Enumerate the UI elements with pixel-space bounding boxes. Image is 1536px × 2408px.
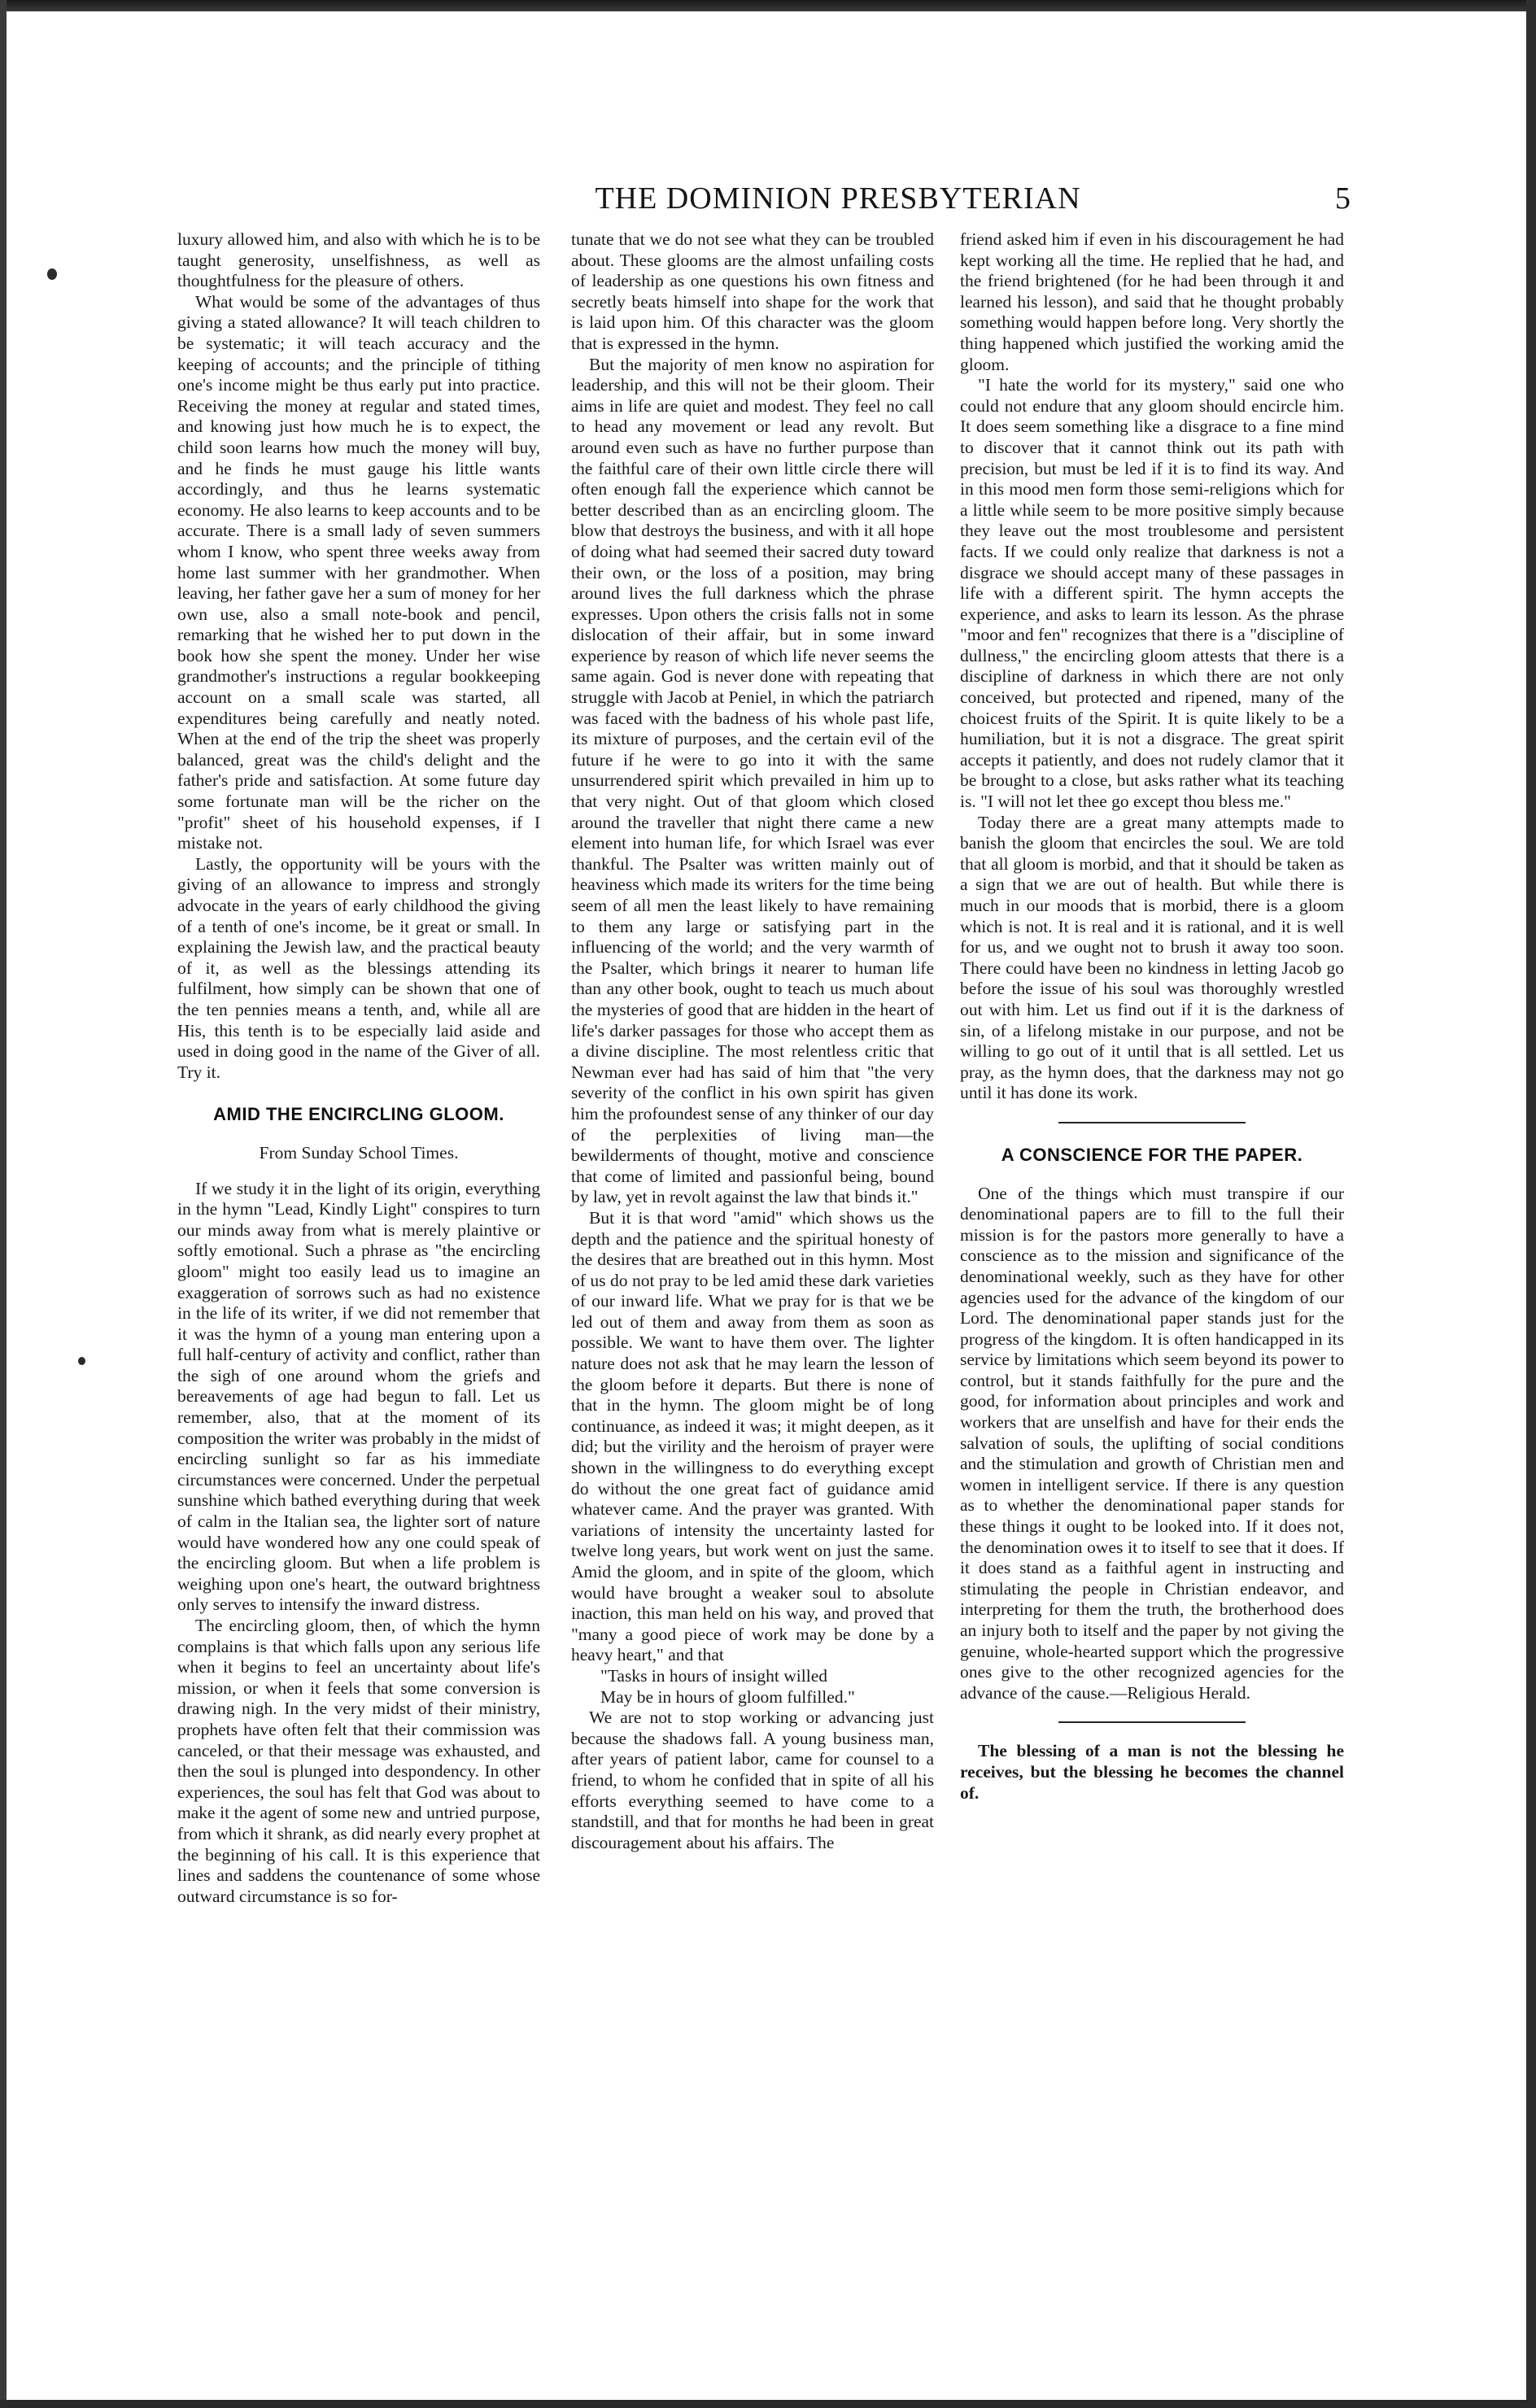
paragraph: "I hate the world for its mystery," said one who could not endure that any gloom should encircle him. It does seem something like a disgrace to a fine mind to discover that it cannot think out its path with precision, but must be led if it is to find its way. And in this mood men form those semi-religions which for a little while seem to be more positive simply because they leave out the most troublesome and persistent facts. If we could only realize that darkness is not a disgrace we should accept many of these passages in life with a different spirit. The hymn accepts the experience, and asks to learn its lesson. As the phrase "moor and fen" recognizes that there is a "discipline of dullness," the encircling gloom attests that there is a discipline of darkness in which there are not only conceived, but protected and ripened, many of the choicest fruits of the Spirit. It is quite likely to be a humiliation, but it is not a disgrace. The great spirit accepts it patiently, and does not rudely clamor that it be brought to a close, but asks rather what its teaching is. "I will not let thee go except thou bless me." — [960, 375, 1344, 812]
closing-maxim: The blessing of a man is not the blessing he receives, but the blessing he becomes the channel of. — [960, 1741, 1344, 1803]
page-top-edge — [0, 0, 1536, 11]
page-left-edge — [0, 0, 7, 2408]
article-byline: From Sunday School Times. — [259, 1142, 459, 1163]
paragraph: What would be some of the advantages of thus giving a stated allowance? It will teach children to be systematic; it will teach accuracy and the keeping of accounts; and the principle of tithing one's income might be thus early put into practice. Receiving the money at regular and stated times, and knowing just how much he is to expect, the child soon learns how much the money will buy, and he finds he must gauge his little wants accordingly, and thus he learns systematic economy. He also learns to keep accounts and to be accurate. There is a small lady of seven summers whom I know, who spent three weeks away from home last summer with her grandmother. When leaving, her father gave her a sum of money for her own use, also a small note-book and pencil, remarking that he wished her to put down in the book how she spent the money. Under her wise grandmother's instructions a regular bookkeeping account on a small scale was started, all expenditures being carefully and neatly noted. When at the end of the trip the sheet was properly balanced, great was the child's delight and the father's pride and satisfaction. At some future day some fortunate man will be the richer on the "profit" sheet of his household expenses, if I mistake not. — [177, 291, 540, 853]
page-right-edge — [1526, 0, 1536, 2408]
paragraph: friend asked him if even in his discouragement he had kept working all the time. He replied that he had, and the friend brightened (for he had been through it and learned his lesson), and said that he thought probably something would happen before long. Very shortly the thing happened which justified the working amid the gloom. — [960, 229, 1344, 374]
paragraph: The encircling gloom, then, of which the hymn complains is that which falls upon any serious life when it begins to feel an uncertainty about life's mission, or when it feels that some conversion is drawing nigh. In the very midst of their ministry, prophets have often felt that their commission was canceled, or that their message was exhausted, and then the soul is plunged into despondency. In other experiences, the soul has felt that God was about to make it the agent of some new and untried purpose, from which it shrank, as did nearly every prophet at the beginning of his call. It is this experience that lines and saddens the countenance of some whose outward circumstance is so for- — [177, 1616, 540, 1906]
article-title: AMID THE ENCIRCLING GLOOM. — [213, 1104, 504, 1125]
page-number: 5 — [1335, 181, 1351, 216]
quoted-verse-line: May be in hours of gloom fulfilled." — [600, 1686, 855, 1707]
column-3 — [960, 229, 1344, 1804]
paragraph: tunate that we do not see what they can be troubled about. These glooms are the almost unfailing costs of leadership as one questions his own fitness and secretly beats himself into shape for the work that is laid upon him. Of this character was the gloom that is expressed in the hymn. — [571, 229, 934, 353]
quoted-verse-line: "Tasks in hours of insight willed — [600, 1665, 827, 1686]
paragraph: But the majority of men know no aspiration for leadership, and this will not be their gloom. Their aims in life are quiet and modest. They feel no call to head any movement or lead any revolt. But around even such as have no further purpose than the faithful care of their own little circle there will often enough fall the experience which cannot be better described than as an encircling gloom. The blow that destroys the business, and with it all hope of doing what had seemed their sacred duty toward their own, or the loss of a position, may bring around lives the full darkness which the phrase expresses. Upon others the crisis falls not in some dislocation of their affair, but in some inward experience by reason of which life never seems the same again. God is never done with repeating that struggle with Jacob at Peniel, in which the patriarch was faced with the badness of his whole past life, its mixture of purposes, and the certain evil of the future if he were to go into it with the same unsurrendered spirit which prevailed in him up to that very night. Out of that gloom which closed around the traveller that night there came a new element into human life, for which Israel was ever thankful. The Psalter was written mainly out of heaviness which made its writers for the time being seem of all men the least likely to have remaining to them any large or satisfying part in the influencing of the world; and the very warmth of the Psalter, which brings it nearer to human life than any other book, ought to teach us much about the mysteries of good that are hidden in the heart of life's darker passages for those who accept them as a divine discipline. The most relentless critic that Newman ever had has said of him that "the very severity of the conflict in his own spirit has given him the profoundest sense of any thinker of our day of the perplexities of living man—the bewilderments of thought, motive and conscience that come of limited and passionful being, bound by law, yet in revolt against the law that binds it." — [571, 354, 934, 1207]
paragraph: But it is that word "amid" which shows us the depth and the patience and the spiritual honesty of the desires that are breathed out in this hymn. Most of us do not pray to be led amid these dark varieties of our inward life. What we pray for is that we be led out of them and away from them as soon as possible. We want to have them over. The lighter nature does not ask that he may learn the lesson of the gloom before it departs. But there is none of that in the hymn. The gloom might be of long continuance, as indeed it was; it might deepen, as it did; but the virility and the heroism of prayer were shown in the willingness to do everything except do without the one great fact of guidance amid whatever came. And the prayer was granted. With variations of intensity the uncertainty lasted for twelve long years, but work went on just the same. Amid the gloom, and in spite of the gloom, which would have brought a weaker soul to absolute inaction, this man held on his way, and proved that "many a good piece of work may be done by a heavy heart," and that — [571, 1207, 934, 1665]
paragraph: Lastly, the opportunity will be yours with the giving of an allowance to impress and strongly advocate in the years of early childhood the giving of a tenth of one's income, be it great or small. In explaining the Jewish law, and the practical beauty of it, as well as the blessings attending its fulfilment, how simply can be shown that one of the ten pennies means a tenth, and, while all are His, this tenth is to be especially laid aside and used in doing good in the name of the Giver of all. Try it. — [177, 853, 540, 1082]
column-2 — [571, 229, 934, 1853]
paragraph: If we study it in the light of its origin, everything in the hymn "Lead, Kindly Light" conspires to turn our minds away from what is merely plaintive or softly emotional. Such a phrase as "the encircling gloom" might too easily lead us to imagine an exaggeration of sorrows such as had no existence in the life of its writer, if we did not remember that it was the hymn of a young man entering upon a full half-century of activity and conflict, rather than the sigh of one around whom the griefs and bereavements of age had begun to fall. Let us remember, also, that at the moment of its composition the writer was probably in the midst of encircling sunlight so far as his immediate circumstances were concerned. Under the perpetual sunshine which bathed everything during that week of calm in the Italian sea, the lighter sort of nature would have wondered how any one could speak of the encircling gloom. But when a life problem is weighing upon one's heart, the outward brightness only serves to intensify the inward distress. — [177, 1178, 540, 1615]
paragraph: We are not to stop working or advancing just because the shadows fall. A young business man, after years of patient labor, came for counsel to a friend, to whom he confided that in spite of all his efforts everything seemed to have come to a standstill, and that for months he had been in great discouragement about his affairs. The — [571, 1708, 934, 1852]
masthead-title: THE DOMINION PRESBYTERIAN — [595, 181, 1081, 216]
page-bottom-edge — [0, 2400, 1536, 2408]
paragraph: One of the things which must transpire if our denominational papers are to fill to the full their mission is for the pastors more generally to have a conscience as to the mission and significance of the denominational weekly, such as they have for other agencies used for the advance of the kingdom of our Lord. The denominational paper stands just for the progress of the kingdom. It is often handicapped in its service by limitations which seem beyond its power to control, but it stands faithfully for the pure and the good, for information about principles and work and workers that are unselfish and have for their ends the salvation of souls, the uplifting of social conditions and the stimulation and growth of Christian men and women in intelligent service. If there is any question as to whether the denominational paper stands for these things it ought to be looked into. If it does not, the denomination owes it to itself to see that it does. If it does stand as a faithful agent in instructing and stimulating the people in Christian endeavor, and interpreting for them the truth, the brotherhood does an injury both to itself and the paper by not giving the genuine, whole-hearted support which the progressive ones give to the other recognized agencies for the advance of the cause.—Religious Herald. — [960, 1183, 1344, 1703]
section-divider — [1058, 1122, 1246, 1123]
column-1 — [177, 229, 540, 1907]
page-header — [488, 181, 1351, 221]
paragraph: luxury allowed him, and also with which he is to be taught generosity, unselfishness, as well as thoughtfulness for the pleasure of others. — [177, 229, 540, 291]
paragraph: Today there are a great many attempts made to banish the gloom that encircles the soul. We are told that all gloom is morbid, and that it should be taken as a sign that we are out of health. But while there is much in our moods that is morbid, there is a gloom which is not. It is real and it is rational, and it is well for us, and we ought not to brush it away too soon. There could have been no kindness in letting Jacob go before the issue of his soul was thoroughly wrestled out with him. Let us find out if it is the darkness of sin, of a lifelong mistake in our purpose, and not be willing to go out of it until that is all settled. Let us pray, as the hymn does, that the darkness may not go until it has done its work. — [960, 812, 1344, 1103]
section-divider — [1058, 1721, 1246, 1723]
ink-spot — [47, 268, 57, 280]
article-title: A CONSCIENCE FOR THE PAPER. — [1001, 1144, 1303, 1165]
ink-spot — [78, 1357, 85, 1365]
